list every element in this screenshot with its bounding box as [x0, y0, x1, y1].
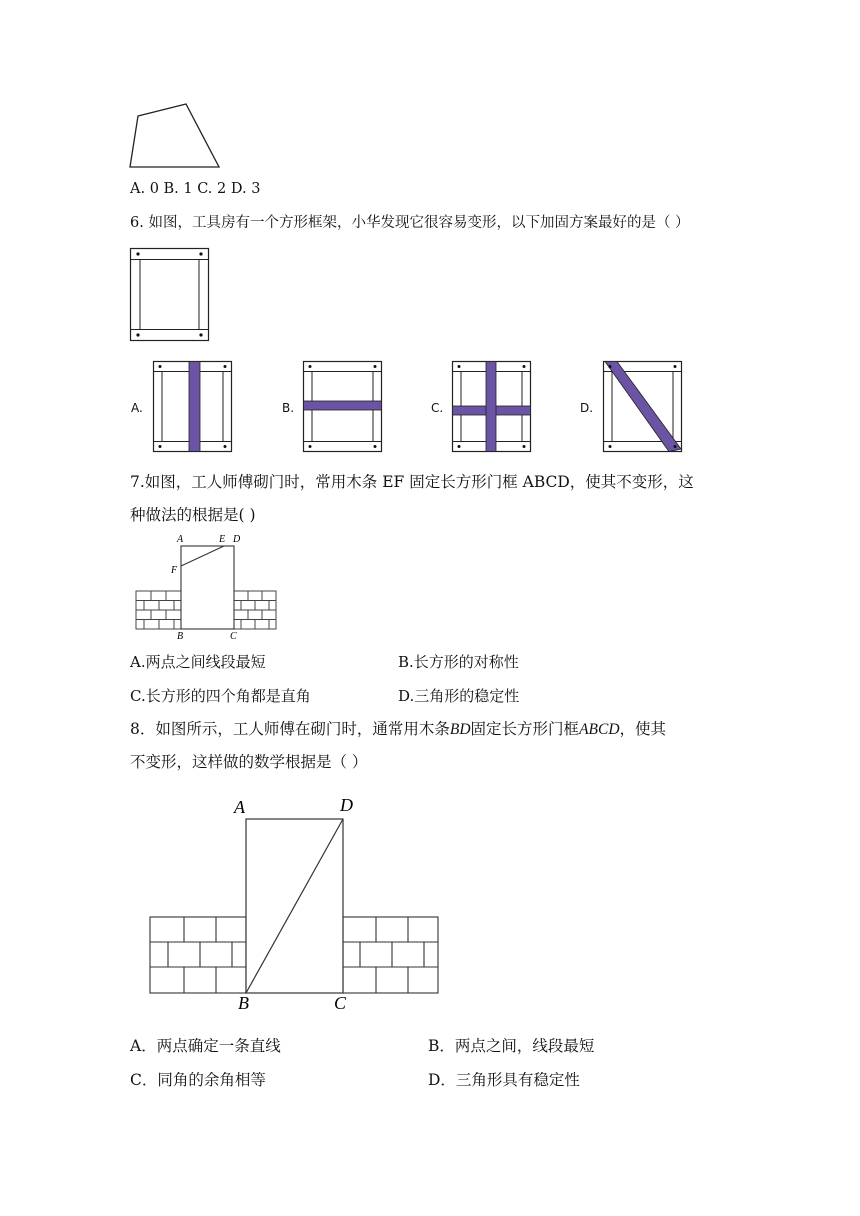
q6-option-d-label[interactable]: D.	[580, 401, 594, 415]
q6-option-d-frame[interactable]	[603, 361, 683, 453]
q8-stem-line2: 不变形，这样做的数学根据是（ ）	[130, 753, 368, 771]
q7-option-d[interactable]: D.三角形的稳定性	[398, 687, 520, 705]
q7-label-c: C	[230, 631, 237, 642]
q8-option-c[interactable]: C．同角的余角相等	[130, 1071, 266, 1089]
q6-option-a-label[interactable]: A.	[131, 401, 143, 415]
q8-door-figure	[148, 793, 443, 1015]
q8-label-b: B	[238, 993, 249, 1013]
q6-option-b-frame[interactable]	[303, 361, 383, 453]
q7-option-a[interactable]: A.两点之间线段最短	[130, 653, 266, 671]
q7-label-e: E	[219, 534, 226, 545]
q8-stem-bd: BD	[449, 721, 471, 738]
q7-label-b: B	[177, 631, 184, 642]
q8-label-c: C	[334, 993, 347, 1013]
q6-option-c-label[interactable]: C.	[431, 401, 444, 415]
square-frame-figure	[130, 248, 210, 342]
q8-label-d: D	[340, 795, 353, 815]
q7-label-a: A	[177, 534, 184, 545]
q8-option-b[interactable]: B．两点之间，线段最短	[428, 1037, 595, 1055]
q8-label-a: A	[234, 797, 245, 817]
q6-option-a-frame[interactable]	[153, 361, 233, 453]
q8-stem-line1	[130, 719, 666, 740]
q8-stem-post: ，使其	[619, 720, 667, 738]
q7-stem-line1: 7.如图，工人师傅砌门时，常用木条 EF 固定长方形门框 ABCD，使其不变形，这	[130, 473, 694, 491]
q7-option-c[interactable]: C.长方形的四个角都是直角	[130, 687, 311, 705]
q6-option-b-label[interactable]: B.	[282, 401, 295, 415]
q8-option-d[interactable]: D．三角形具有稳定性	[428, 1071, 580, 1089]
q7-option-b[interactable]: B.长方形的对称性	[398, 653, 519, 671]
q8-option-a[interactable]: A．两点确定一条直线	[130, 1037, 281, 1055]
q7-label-f: F	[171, 565, 178, 576]
q7-label-d: D	[233, 534, 241, 545]
q7-door-figure	[136, 531, 286, 643]
q8-stem-mid: 固定长方形门框	[470, 720, 580, 738]
q8-stem-abcd: ABCD	[579, 721, 620, 738]
q6-option-c-frame[interactable]	[452, 361, 532, 453]
q5-options: A. 0 B. 1 C. 2 D. 3	[130, 181, 261, 197]
q7-stem-line2: 种做法的根据是( )	[130, 506, 256, 524]
q6-stem: 6. 如图，工具房有一个方形框架，小华发现它很容易变形，以下加固方案最好的是（ ）	[130, 215, 690, 231]
q8-stem-pre: 8．如图所示，工人师傅在砌门时，通常用木条	[130, 720, 450, 738]
